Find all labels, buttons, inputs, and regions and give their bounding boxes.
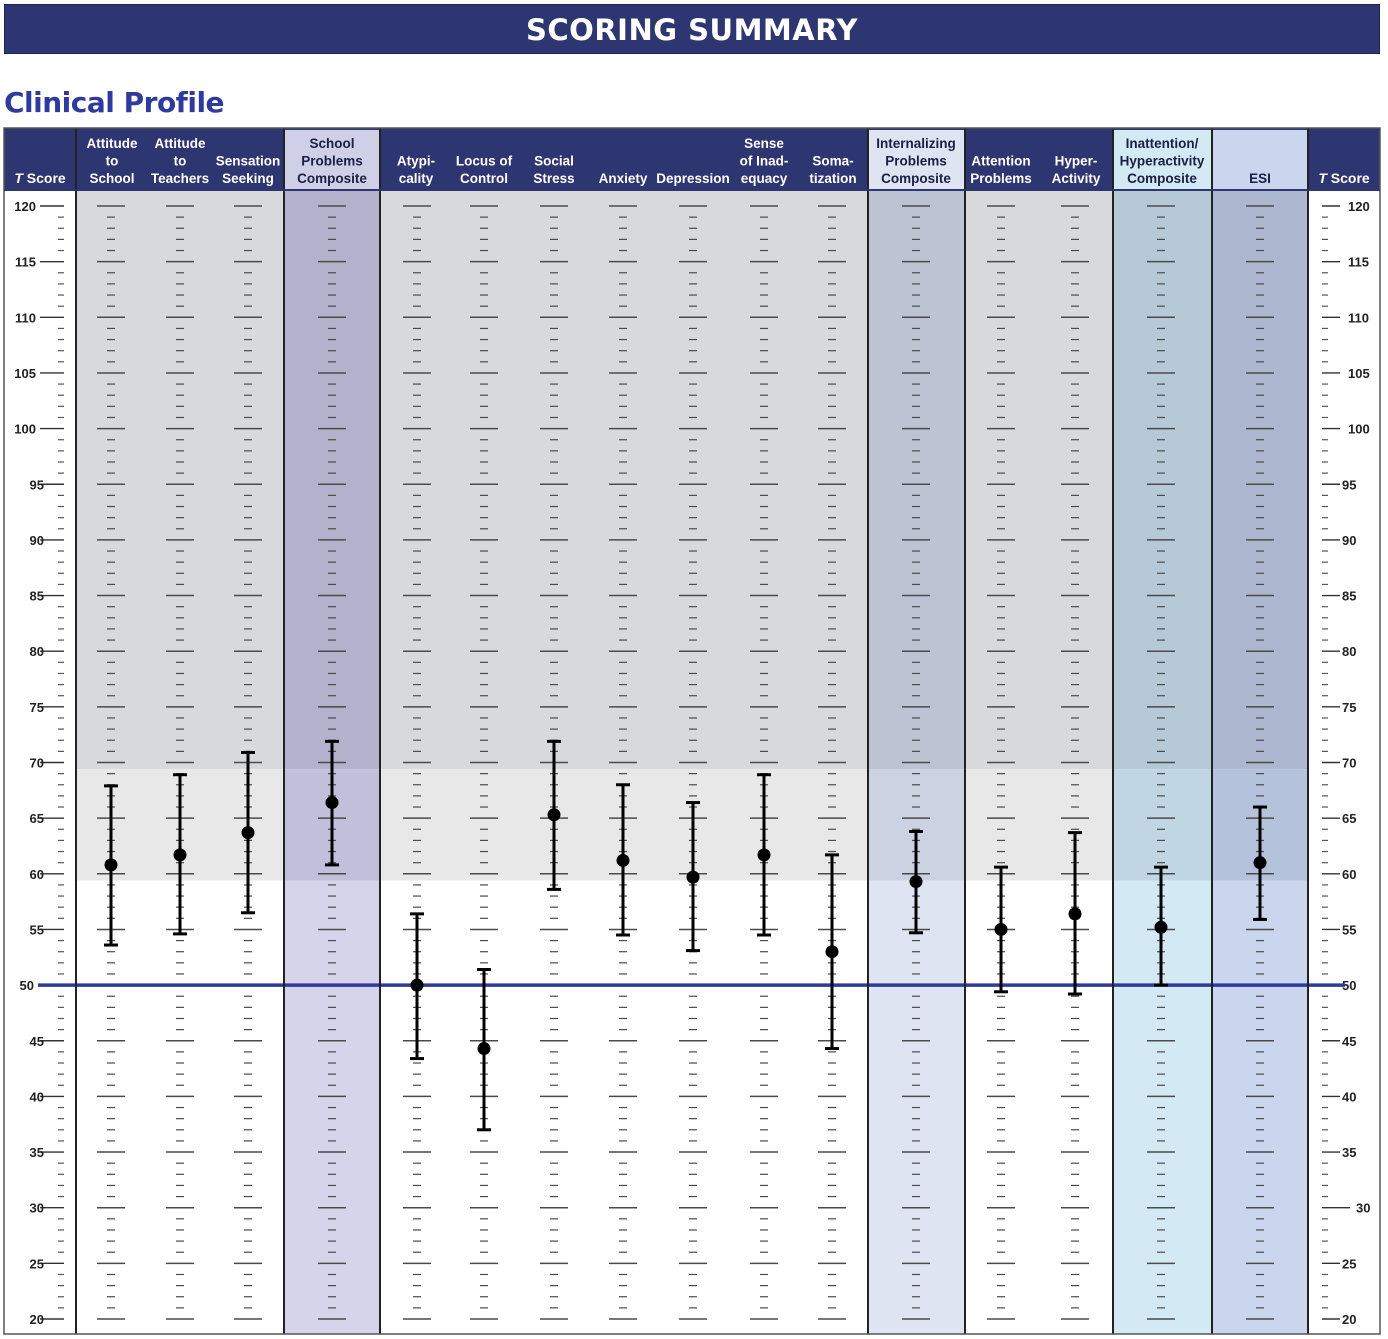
tick-label-left: 25 [29,1256,44,1272]
column-header: Sense of Inad-equacy [739,136,789,186]
column-header: School Problems Composite [297,136,367,186]
tick-label-right: 90 [1342,532,1357,548]
tick-label-left: 40 [29,1089,44,1105]
tick-label-left: 30 [29,1200,44,1216]
tick-label-right: 80 [1342,644,1357,660]
tick-label-right: 55 [1342,922,1357,938]
column-header: Attention Problems [970,153,1032,186]
tick-label-right: 95 [1342,477,1357,493]
column-header: Locus of Control [455,153,513,186]
column-header: Hyper-Activity [1051,153,1101,186]
column-header: Inattention/ Hyperactivity Composite [1119,136,1205,186]
tick-label-left: 105 [14,365,36,381]
tick-label-left: 45 [29,1033,44,1049]
tick-label-left: 95 [29,477,44,493]
tick-label-left: 70 [29,755,44,771]
tick-label-right: 110 [1348,310,1369,326]
column-header: Internalizing Problems Composite [876,136,956,186]
tick-label-right: 60 [1342,866,1357,882]
tick-label-left: 35 [29,1145,44,1161]
tick-label-left: 85 [29,588,44,604]
tick-label-left: 120 [14,199,36,214]
tick-label-right: 85 [1342,588,1357,604]
tick-label-left: 90 [29,532,44,548]
column-header: ESI [1249,171,1271,186]
tick-label-left: 115 [15,254,36,270]
tick-label-right: 115 [1348,254,1369,270]
column-header: Attitude to School [86,136,138,186]
column-header: Social Stress [533,153,575,186]
tick-label-right: 50 [1342,978,1357,994]
tick-label-left: 55 [29,922,44,938]
tick-label-right: 105 [1348,365,1370,381]
tick-label-right: 120 [1348,199,1370,214]
tick-label-left: 60 [29,866,44,882]
tick-label-left: 110 [15,310,36,326]
tick-label-right: 45 [1342,1033,1357,1049]
tick-label-left: 100 [14,421,36,437]
column-header: Atypi-cality [396,153,436,186]
section-title: Clinical Profile [4,86,225,119]
tick-label-right: 100 [1348,421,1370,437]
tick-label-left: 20 [29,1312,44,1327]
tick-label-right: 35 [1342,1145,1357,1161]
column-header: Sensation Seeking [215,153,281,186]
tick-label-left: 65 [29,811,44,827]
tick-label-right: 20 [1342,1312,1357,1327]
column-header: Attitude to Teachers [150,136,210,186]
tick-label-right: 30 [1356,1200,1371,1216]
tick-label-right: 70 [1342,755,1357,771]
t-score-header: T Score [1318,170,1370,186]
scoring-summary-banner: SCORING SUMMARY [4,4,1380,54]
t-score-header: T Score [14,170,66,186]
tick-label-right: 40 [1342,1089,1357,1105]
tick-label-left: 50 [19,978,34,994]
tick-label-left: 75 [29,699,44,715]
tick-label-right: 75 [1342,699,1357,715]
column-header: Depression [656,171,730,186]
column-header: Soma-tization [809,153,857,186]
tick-label-right: 65 [1342,811,1357,827]
column-header: Anxiety [598,171,648,186]
tick-label-left: 80 [29,644,44,660]
tick-label-right: 25 [1342,1256,1357,1272]
